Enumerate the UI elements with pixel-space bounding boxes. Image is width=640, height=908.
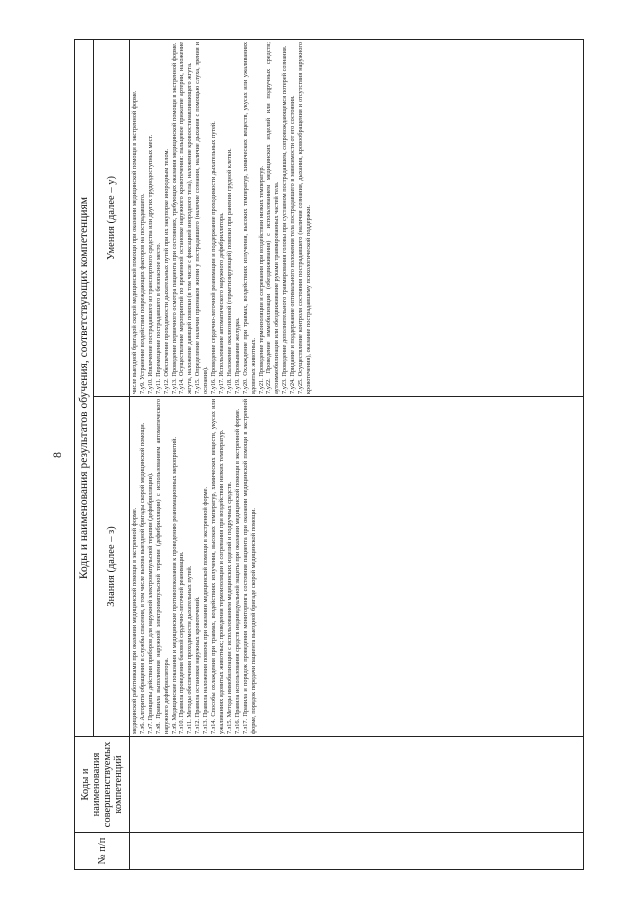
skill-item: 7.у18. Наложение окклюзионной (герметизирующей) повязки при ранении грудной клетки. — [225, 148, 233, 394]
knowledge-item: 7.з9. Медицинские показания и медицинские противопоказания к проведению реанимационных мероприятий. — [170, 436, 178, 734]
skill-item: 7.у19. Промывание желудка. — [233, 317, 241, 394]
knowledge-item: 7.з14. Способы охлаждения при травмах, воздействиях излучения, высоких температур, химических веществ, укусах или ужаливаниях ядовитых животных; проведения термоизоляции и согревания при воздействии низких температур. — [210, 399, 225, 734]
knowledge-item: 7.з10. Правила проведения базовой сердечно-легочной реанимации. — [178, 551, 186, 734]
cell-knowledge — [130, 397, 584, 737]
knowledge-item: 7.з13. Правила наложения повязок при оказании медицинской помощи в экстренной форме. — [202, 486, 210, 734]
skill-item: 7.у13. Проведение первичного осмотра пациента при состояниях, требующих оказания медицинской помощи в экстренной форме. — [170, 42, 178, 394]
knowledge-item: медицинской работниками при оказании медицинской помощи в экстренной форме. — [131, 507, 138, 734]
skill-item: 7.у22. Проведение иммобилизации (обездвиживания) с использованием медицинских изделий или подручных средств; аутоиммобилизация или обездвиживание руками травмированных частей тела. — [265, 42, 281, 394]
skill-item: 7.у23. Проведение дополнительного травмирования головы при суставном пострадавшем, сопровождающемся потерей сознания. — [281, 45, 289, 394]
knowledge-item: 7.з11. Методы обеспечения проходимости дыхательных путей. — [186, 565, 194, 734]
knowledge-list — [130, 397, 578, 736]
header-codes: Коды и наименования совершенствуемых компетенций — [75, 737, 130, 833]
skill-item: 7.у25. Осуществление контроля состояния пострадавшего (наличия сознания, дыхания, кровообращения и отсутствия наружного кровотечения), оказание пострадавшему психологической поддержки. — [297, 42, 312, 394]
skill-item: 7.у10. Извлечение пострадавшего из транспортного средства или других труднодоступных мест. — [146, 134, 154, 394]
knowledge-item: 7.з16. Правила использования средств индивидуальной защиты при оказании медицинской помощи в экстренной форме. — [233, 408, 241, 734]
cell-codes — [130, 737, 584, 833]
skill-item: 7.у16. Проведение сердечно-легочной реанимации и поддержание проходимости дыхательных путей. — [210, 121, 218, 394]
cell-skills — [130, 40, 584, 397]
competency-table — [74, 39, 584, 870]
header-knowledge: Знания (далее – з) — [94, 397, 130, 737]
knowledge-item: 7.з15. Методы иммобилизации с использованием медицинских изделий и подручных средств. — [225, 481, 233, 734]
skill-item: 7.у24. Придание и поддержание оптимального положения тела пострадавшего в зависимости от его состояния. — [289, 95, 297, 394]
cell-num — [130, 833, 584, 870]
skill-item: 7.у21. Проведение термоизоляции и согревания при воздействии низких температур. — [257, 165, 265, 394]
header-skills: Умения (далее – у) — [94, 40, 130, 397]
knowledge-item: 7.з17. Правила и порядок проведения мониторинга состояния пациента при оказании медицинской помощи в экстренной форме, порядок передачи пациента выездной бригаде скорой медицинской помощи. — [241, 399, 257, 734]
skill-item: 7.у14. Осуществление мероприятий по временной остановке наружного кровотечения: пальцевое прижатие артерии, наложение жгута, наложение давящей повязки (в том числе с фиксацией инородного тела), наложение кровоостанавливающего жгута. — [178, 42, 194, 394]
knowledge-item: 7.з8. Правила выполнения наружной электроимпульсной терапии (дефибрилляции) с использованием автоматического наружного дефибриллятора. — [154, 399, 170, 734]
page-number: 8 — [50, 452, 64, 458]
skill-item: 7.у17. Использование автоматического наружного дефибриллятора. — [217, 212, 225, 394]
skill-item: 7.у15. Определение наличия признаков жизни у пострадавшего (наличие сознания, наличие дыхания с помощью слуха, зрения и осязания). — [194, 42, 210, 394]
skill-item: 7.у12. Обеспечение проходимости дыхательных путей при их закупорке инородным телом. — [162, 148, 170, 394]
skill-item: числе выездной бригадой скорой медицинской помощи при оказании медицинской помощи в экстренной форме. — [131, 90, 138, 394]
skills-list — [130, 40, 578, 396]
skill-item: 7.у11. Перемещение пострадавшего в безопасное место. — [154, 242, 162, 394]
rotated-content — [46, 40, 592, 870]
header-results: Коды и наименования результатов обучения, соответствующих компетенциям — [75, 40, 94, 737]
knowledge-item: 7.з6. Алгоритм обращения в службы спасения, в том числе вызова выездной бригады скорой медицинской помощи. — [138, 422, 146, 734]
knowledge-item: 7.з7. Принципы действия приборов для наружной электроимпульсной терапии (дефибрилляции). — [146, 472, 154, 734]
skill-item: 7.у20. Охлаждение при травмах, воздействиях излучения, высоких температур, химических веществ, укусах или ужаливаниях ядовитых животных. — [241, 42, 257, 394]
knowledge-item: 7.з12. Правила остановки наружных кровотечений. — [194, 596, 202, 734]
header-num: № п/п — [75, 833, 130, 870]
skill-item: 7.у9. Устранение воздействия повреждающих факторов на пострадавшего. — [138, 193, 146, 394]
